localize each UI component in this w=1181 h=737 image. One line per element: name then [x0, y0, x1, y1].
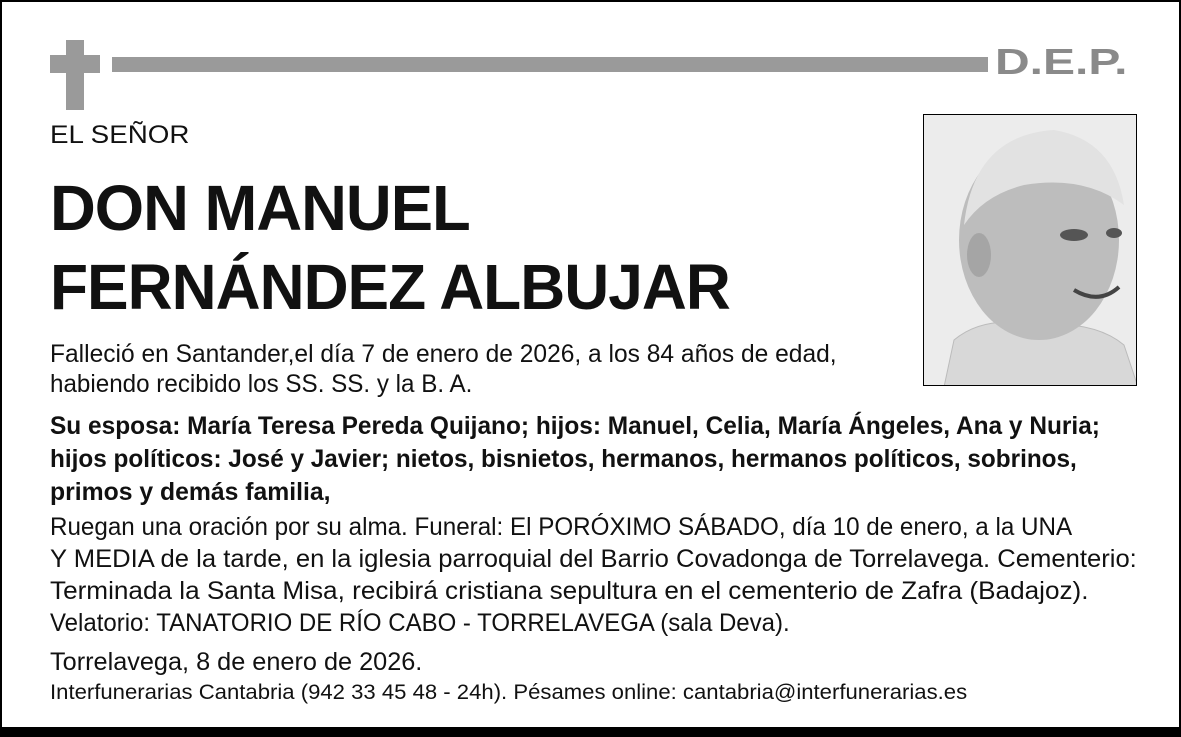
funeral-line: Velatorio: TANATORIO DE RÍO CABO - TORRELAVEGA (sala Deva). — [50, 609, 790, 637]
family-line: Su esposa: María Teresa Pereda Quijano; hijos: Manuel, Celia, María Ángeles, Ana y Nuria; — [50, 412, 1100, 440]
funeral-line: Terminada la Santa Misa, recibirá cristiana sepultura en el cementerio de Zafra (Badajoz). — [50, 577, 1089, 605]
deceased-name-line2: FERNÁNDEZ ALBUJAR — [50, 251, 730, 323]
funeral-home-contact: Interfunerarias Cantabria (942 33 45 48 - 24h). Pésames online: cantabria@interfunerarias.es — [50, 681, 968, 704]
place-date: Torrelavega, 8 de enero de 2026. — [50, 648, 423, 676]
family-line: primos y demás familia, — [50, 478, 331, 506]
death-notice-line: Falleció en Santander,el día 7 de enero de 2026, a los 84 años de edad, — [50, 340, 837, 368]
family-line: hijos políticos: José y Javier; nietos, bisnietos, hermanos, hermanos políticos, sobrinos, — [50, 445, 1077, 473]
bottom-border — [2, 727, 1179, 737]
funeral-line: Ruegan una oración por su alma. Funeral: El PORÓXIMO SÁBADO, día 10 de enero, a la UNA — [50, 513, 1073, 541]
deceased-photo — [923, 114, 1137, 386]
deceased-name-line1: DON MANUEL — [50, 172, 470, 244]
dep-label: D.E.P. — [995, 41, 1128, 82]
portrait-image — [924, 115, 1137, 386]
cross-icon-arm — [50, 55, 100, 73]
death-notice-line: habiendo recibido los SS. SS. y la B. A. — [50, 370, 473, 398]
header-rule — [112, 57, 988, 72]
title-prefix: EL SEÑOR — [50, 121, 190, 149]
cross-icon — [66, 40, 84, 110]
funeral-line: Y MEDIA de la tarde, en la iglesia parroquial del Barrio Covadonga de Torrelavega. Cementerio: — [50, 545, 1137, 573]
